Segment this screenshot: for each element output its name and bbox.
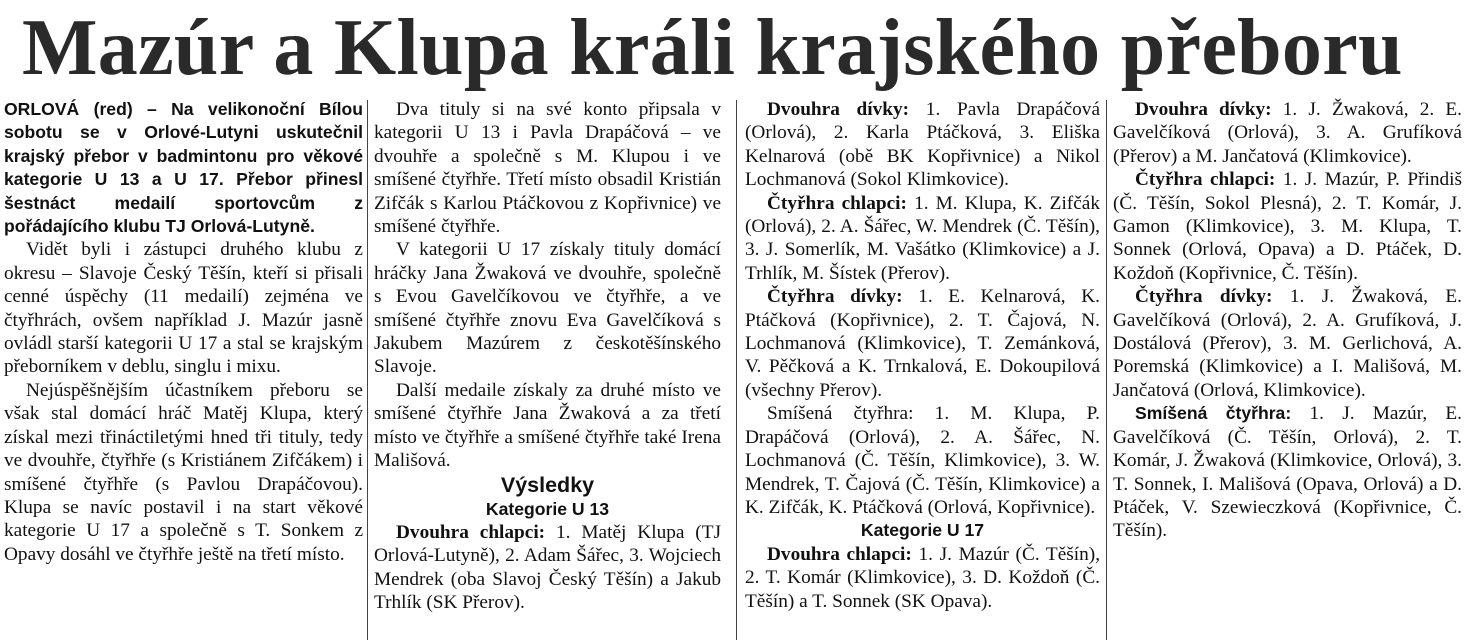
result-text: 1. J. Žwaková, 2. E. Gavelčíková (Orlová), 3. A. Grufíková (Přerov) a M. Jančatová (Klimkovice). bbox=[1113, 99, 1462, 167]
column-rule bbox=[736, 100, 737, 640]
body-paragraph: V kategorii U 17 získaly tituly domácí hráčky Jana Žwaková ve dvouhře, společně s Evou Gavelčíkovou ve čtyřhře, a ve smíšené čtyřhře znovu Eva Gavelčíková s Jakubem Mazúrem z českotěšínského Slavoje. bbox=[374, 239, 721, 378]
result-label: Čtyřhra chlapci: bbox=[1135, 169, 1276, 191]
body-paragraph: Další medaile získaly za druhé místo ve smíšené čtyřhře Jana Žwaková a za třetí místo ve čtyřhře a smíšené čtyřhře také Irena Mališová. bbox=[374, 379, 721, 472]
result-text: 1. Pavla Drapáčová (Orlová), 2. Karla Ptáčková, 3. Eliška Kelnarová (obě BK Kopřivnice) a Nikol Lochmanová (Sokol Klimkovice). bbox=[745, 99, 1100, 191]
result-label: Dvouhra chlapci: bbox=[396, 521, 546, 543]
result-text: 1. M. Klupa, P. Drapáčová (Orlová), 2. A. Šářec, N. Lochmanová (Č. Těšín, Klimkovice), 3. W. Mendrek, T. Čajová (Č. Těšín, Klimkovice) a K. Zifčák, K. Ptáčková (Orlová, Kopřivnice). bbox=[745, 403, 1100, 518]
results-heading: Výsledky bbox=[500, 472, 595, 497]
result-text: 1. E. Kelnarová, K. Ptáčková (Kopřivnice), 2. T. Čajová, N. Lochmanová (Klimkovice), T. Zemánková, V. Pěčková a K. Trnkalová, E. Dokoupilová (všechny Přerov). bbox=[745, 286, 1100, 401]
result-text: 1. J. Mazúr (Č. Těšín), 2. T. Komár (Klimkovice), 3. D. Koždoň (Č. Těšín) a T. Sonnek (SK Opava). bbox=[745, 543, 1100, 612]
u13-girls-doubles-result bbox=[745, 285, 1100, 402]
result-label: Dvouhra dívky: bbox=[767, 99, 910, 120]
result-text: 1. J. Mazúr, E. Gavelčíková (Č. Těšín, Orlová), 2. T. Komár, J. Žwaková (Klimkovice, Orlová), 3. T. Sonnek, I. Mališová (Opava, Orlová) a D. Ptáček, V. Szewieczková (Kopřivnice, Č. Těšín). bbox=[1113, 403, 1462, 542]
column-rule bbox=[1106, 100, 1107, 640]
result-text: 1. J. Mazúr, P. Přindiš (Č. Těšín, Sokol Plesná), 2. T. Komár, J. Gamon (Klimkovice), 3. M. Klupa, T. Sonnek (Orlová, Opava) a D. Ptáček, D. Koždoň (Kopřivnice, Č. Těšín). bbox=[1113, 169, 1462, 284]
u13-boys-doubles-result bbox=[745, 192, 1100, 286]
body-paragraph: Nejúspěšnějším účastníkem přeboru se však stal domácí hráč Matěj Klupa, který získal mezi třináctiletými hned tři tituly, tedy ve dvouhře, čtyřhře (s Kristiánem Zifčákem) i smíšené čtyřhře (s Pavlou Drapáčovou). Klupa se navíc postavil i na start věkové kategorie U 17 a společně s T. Sonkem z Opavy dosáhl ve čtyřhře ještě na třetí místo. bbox=[4, 379, 363, 565]
article-column-2 bbox=[374, 98, 721, 642]
u17-boys-doubles-result bbox=[1113, 168, 1462, 285]
result-text: 1. M. Klupa, K. Zifčák (Orlová), 2. A. Šářec, W. Mendrek (Č. Těšín), 3. J. Somerlík, M. Vašátko (Klimkovice) a J. Trhlík, M. Šístek (Přerov). bbox=[745, 192, 1100, 284]
category-u17-heading: Kategorie U 17 bbox=[860, 520, 985, 541]
u13-boys-singles-result bbox=[374, 521, 721, 615]
result-label: Čtyřhra chlapci: bbox=[767, 192, 907, 214]
result-label: Smíšená čtyřhra: bbox=[767, 403, 914, 425]
u17-girls-doubles-result bbox=[1113, 285, 1462, 402]
category-u13-heading: Kategorie U 13 bbox=[485, 498, 610, 519]
u17-mixed-result bbox=[1113, 402, 1462, 542]
body-paragraph: Dva tituly si na své konto připsala v kategorii U 13 i Pavla Drapáčová – ve dvouhře a společně s M. Klupou i ve smíšené čtyřhře. Třetí místo obsadil Kristián Zifčák s Karlou Ptáčkovou z Kopřivnice) ve smíšené čtyřhře. bbox=[374, 99, 721, 238]
u17-girls-singles-result bbox=[1113, 98, 1462, 168]
article-column-1 bbox=[4, 98, 363, 642]
headline: Mazúr a Klupa králi krajského přeboru bbox=[22, 4, 1403, 92]
result-label: Dvouhra chlapci: bbox=[767, 543, 912, 565]
result-label: Dvouhra dívky: bbox=[1135, 99, 1272, 120]
result-label: Čtyřhra dívky: bbox=[767, 286, 903, 308]
article-column-3 bbox=[745, 98, 1100, 642]
article-column-4 bbox=[1113, 75, 1462, 619]
u17-boys-singles-result bbox=[745, 543, 1100, 613]
result-text: 1. J. Žwaková, E. Gavelčíková (Orlová), 2. A. Grufíková, J. Dostálová (Přerov), 3. M. Gerlichová, A. Poremská (Klimkovice) a I. Mališová, M. Jančatová (Orlová, Klimkovice). bbox=[1113, 286, 1462, 401]
u13-mixed-result bbox=[745, 402, 1100, 519]
column-rule bbox=[367, 100, 368, 640]
result-text: 1. Matěj Klupa (TJ Orlová-Lutyně), 2. Adam Šářec, 3. Wojciech Mendrek (oba Slavoj Český Těšín) a Jakub Trhlík (SK Přerov). bbox=[374, 521, 721, 614]
body-paragraph: Vidět byli i zástupci druhého klubu z okresu – Slavoje Český Těšín, kteří si přisali cenné úspěchy (11 medailí) zejména ve čtyřhrách, ovšem například J. Mazúr jasně ovládl starší kategorii U 17 a stal se krajským přeborníkem v deblu, singlu i mixu. bbox=[4, 239, 363, 378]
result-label: Čtyřhra dívky: bbox=[1135, 286, 1273, 308]
u13-girls-singles-result bbox=[745, 98, 1100, 192]
result-label: Smíšená čtyřhra: bbox=[1135, 403, 1292, 424]
lead-paragraph: ORLOVÁ (red) – Na velikonoční Bílou sobotu se v Orlové-Lutyni uskutečnil krajský přebor v badmintonu pro věkové kategorie U 13 a U 17. Přebor přinesl šestnáct medailí sportovcům z pořádajícího klubu TJ Orlová-Lutyně. bbox=[4, 99, 363, 237]
